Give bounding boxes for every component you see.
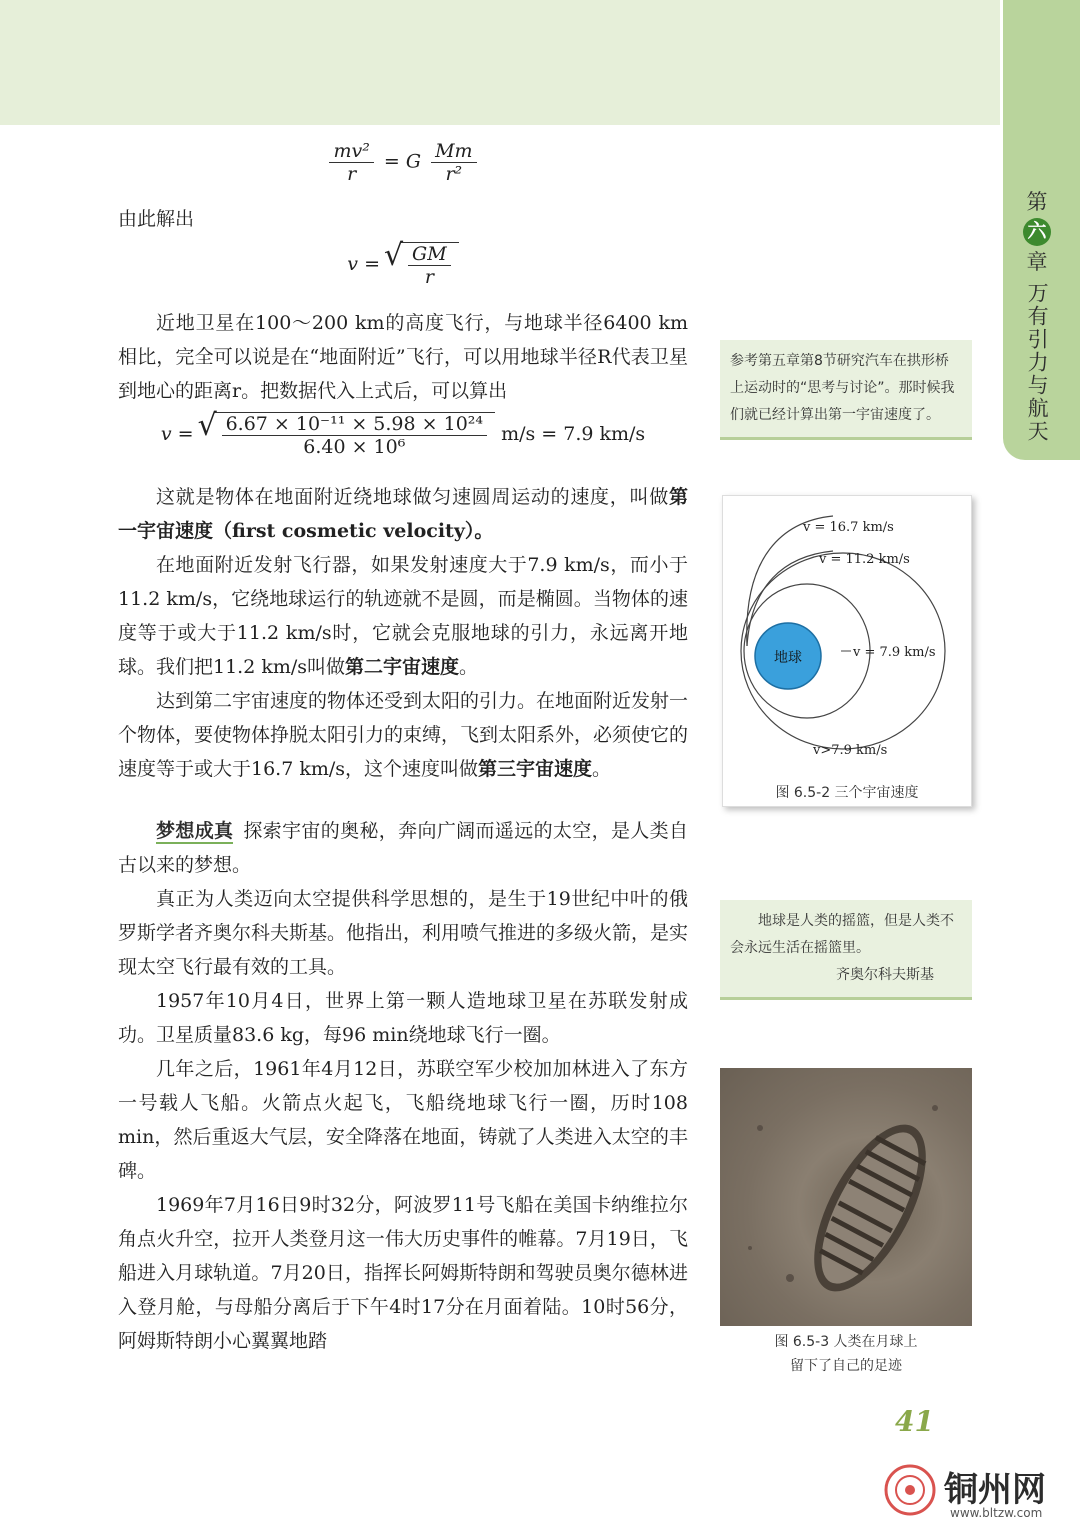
paragraph-near-earth: 近地卫星在100～200 km的高度飞行，与地球半径6400 km相比，完全可以说是在“地面附近”飞行，可以用地球半径R代表卫星到地心的距离r。把数据代入上式后，可以算出 — [118, 312, 688, 402]
paragraph-1957: 1957年10月4日，世界上第一颗人造地球卫星在苏联发射成功。卫星质量83.6 kg，每96 min绕地球飞行一圈。 — [118, 990, 688, 1046]
watermark-logo-icon — [880, 1460, 940, 1520]
chapter-suffix: 章 — [1026, 250, 1048, 275]
site-watermark — [880, 1460, 1075, 1522]
chapter-title: 万有引力与航天 — [1025, 282, 1050, 444]
formula3-rhs: m/s = 7.9 km/s — [501, 423, 646, 445]
watermark-url: www.bltzw.com — [950, 1506, 1043, 1520]
formula1-rhs-num: Mm — [431, 140, 476, 163]
term-first-cosmic-velocity: 第一宇宙速度 — [118, 486, 688, 542]
formula-velocity — [118, 236, 688, 306]
photo-caption-line1: 图 6.5-3 人类在月球上 — [774, 1334, 918, 1350]
para3-a: 在地面附近发射飞行器，如果发射速度大于7.9 km/s，而小于11.2 km/s，它绕地球运行的轨迹就不是圆，而是椭圆。当物体的速度等于或大于11.2 km/s时，它就会克服地球的引力，永远离开地球。我们把11.2 km/s叫做 — [118, 554, 688, 678]
v-greater-label: v>7.9 km/s — [813, 743, 888, 758]
earth-label: 地球 — [774, 650, 802, 666]
footprint-image — [720, 1068, 972, 1326]
paragraph-tsiolkovsky: 真正为人类迈向太空提供科学思想的，是生于19世纪中叶的俄罗斯学者齐奥尔科夫斯基。他指出，利用喷气推进的多级火箭，是实现太空飞行最有效的工具。 — [118, 888, 689, 978]
formula3-num: √ 6.67 × 10⁻¹¹ × 5.98 × 10²⁴ — [222, 413, 487, 436]
page-number: 41 — [895, 1405, 934, 1438]
paragraph-dream — [118, 814, 688, 882]
paragraph-first-cosmic — [118, 480, 688, 548]
formula-centripetal — [118, 140, 688, 202]
photo-caption — [720, 1330, 972, 1378]
paragraph-1961: 几年之后，1961年4月12日，苏联空军少校加加林进入了东方一号载人飞船。火箭点火起飞，飞船绕地球飞行一圈，历时108 min，然后重返大气层，安全降落在地面，铸就了人类进入太空的丰碑。 — [118, 1058, 688, 1182]
formula1-rhs-den: r² — [445, 163, 463, 185]
chapter-side-tab — [1003, 0, 1080, 460]
orbit-diagram — [723, 496, 971, 766]
formula3-den: 6.40 × 10⁶ — [303, 436, 406, 458]
quote-author: 齐奥尔科夫斯基 — [836, 967, 934, 983]
note1-text: 参考第五章第8节研究汽车在拱形桥上运动时的“思考与讨论”。那时候我们就已经计算出第一宇宙速度了。 — [730, 353, 955, 423]
margin-note-quote — [720, 900, 972, 1000]
chapter-prefix: 第 — [1026, 190, 1048, 214]
photo-caption-line2: 留下了自己的足迹 — [790, 1358, 902, 1374]
paragraph-1969: 1969年7月16日9时32分，阿波罗11号飞船在美国卡纳维拉尔角点火升空，拉开人类登月这一伟大历史事件的帷幕。7月19日，飞船进入月球轨道。7月20日，指挥长阿姆斯特朗和驾驶员奥尔德林进入登月舱，与母船分离后于下午4时17分在月面着陆。10时56分，阿姆斯特朗小心翼翼地踏 — [118, 1194, 688, 1352]
para2-b: （first cosmetic velocity）。 — [213, 520, 494, 542]
v1-label: v = 7.9 km/s — [853, 645, 936, 660]
margin-note-reference — [720, 340, 972, 440]
figure-cosmic-velocities — [722, 495, 972, 807]
v2-label: v = 11.2 km/s — [819, 552, 910, 567]
moon-footprint-photo — [720, 1068, 972, 1326]
formula-numeric — [118, 408, 688, 480]
quote-text: 地球是人类的摇篮，但是人类不会永远生活在摇篮里。 — [730, 913, 954, 956]
formula3-lhs: v = — [160, 423, 194, 445]
header-band — [0, 0, 1000, 125]
formula1-lhs-den: r — [347, 163, 357, 185]
formula2-lhs: v = — [347, 253, 380, 275]
paragraph-second-cosmic — [118, 548, 688, 684]
para4-b: 。 — [592, 758, 612, 780]
formula2-num: √ GM — [408, 243, 451, 266]
solve-text: 由此解出 — [118, 208, 195, 230]
para4-a: 达到第二宇宙速度的物体还受到太阳的引力。在地面附近发射一个物体，要使物体挣脱太阳引力的束缚，飞到太阳系外，必须使它的速度等于或大于16.7 km/s，这个速度叫做 — [118, 690, 689, 780]
watermark-text: 铜州网 — [944, 1470, 1046, 1510]
para5-text: 探索宇宙的奥秘，奔向广阔而遥远的太空，是人类自古以来的梦想。 — [118, 820, 688, 876]
paragraph-third-cosmic — [118, 684, 688, 786]
main-text-column — [118, 140, 688, 1358]
v3-label: v = 16.7 km/s — [803, 520, 894, 535]
formula1-eq: = G — [383, 150, 422, 173]
chapter-number-badge: 六 — [1023, 218, 1051, 246]
para2-a: 这就是物体在地面附近绕地球做匀速圆周运动的速度，叫做 — [156, 486, 669, 508]
term-second-cosmic-velocity: 第二宇宙速度 — [345, 656, 460, 678]
formula1-lhs-num: mv² — [329, 140, 373, 163]
term-third-cosmic-velocity: 第三宇宙速度 — [478, 758, 593, 780]
figure-caption: 图 6.5-2 三个宇宙速度 — [775, 785, 919, 801]
para3-b: 。 — [459, 656, 479, 678]
formula2-den: r — [424, 266, 434, 288]
section-heading-dream: 梦想成真 — [156, 820, 234, 842]
